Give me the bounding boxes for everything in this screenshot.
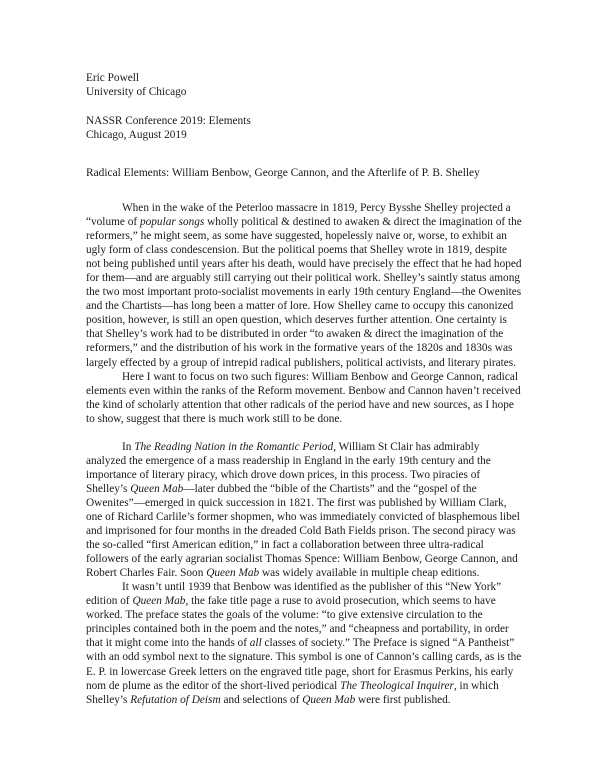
conference-block xyxy=(86,114,546,142)
italic-text: Queen Mab xyxy=(132,595,186,608)
italic-text: Queen Mab xyxy=(206,567,260,580)
italic-text: The Theological Inquirer xyxy=(340,679,454,692)
italic-text: popular songs xyxy=(139,216,205,229)
conference-name: NASSR Conference 2019: Elements xyxy=(86,115,251,127)
paper-body xyxy=(86,201,522,707)
author-affiliation: University of Chicago xyxy=(86,86,187,99)
paper-title: Radical Elements: William Benbow, George Cannon, and the Afterlife of P. B. Shelley xyxy=(86,167,480,179)
italic-text: Queen Mab xyxy=(302,693,356,706)
italic-text: The Reading Nation in the Romantic Period xyxy=(134,440,334,453)
author-name: Eric Powell xyxy=(86,72,140,84)
italic-text: all xyxy=(249,637,262,650)
paragraph-1: When in the wake of the Peterloo massacre in 1819, Percy Bysshe Shelley projected a “volume of popular songs wholly political & destined to awaken & direct the imagination of the reformers,” he might seem, as some have suggested, hopelessly naive or, worse, to exhibit an ugly form of class condescension. But the political poems that Shelley wrote in 1819, despite not being published until years after his death, would have precisely the effect that he had hoped for them—and are arguably still carrying out their political work. Shelley’s saintly status among the two most important proto-socialist movements in early 19th century England—the Owenites and the Chartists—has long been a matter of lore. How Shelley came to occupy this canonized position, however, is still an open question, which deserves further attention. One certainty is that Shelley’s work had to be distributed in order “to awaken & direct the imagination of the reformers,” and the distribution of his work in the formative years of the 1820s and 1830s was largely effected by a group of intrepid radical publishers, political activists, and literary pirates. xyxy=(86,202,522,369)
paragraph-2: Here I want to focus on two such figures: William Benbow and George Cannon, radical elements even within the ranks of the Reform movement. Benbow and Cannon haven’t received the kind of scholarly attention that other radicals of the period have and new sources, as I hope to show, suggest that there is much work still to be done. xyxy=(86,370,521,425)
conference-place-date: Chicago, August 2019 xyxy=(86,129,187,142)
italic-text: Queen Mab xyxy=(130,482,184,495)
author-block xyxy=(86,71,546,99)
paragraph-3: In The Reading Nation in the Romantic Period, William St Clair has admirably analyzed the emergence of a mass readership in England in the early 19th century and the importance of literary piracy, which drove down prices, in this process. Two piracies of Shelley’s Queen Mab—later dubbed the “bible of the Chartists” and the “gospel of the Owenites”—emerged in quick succession in 1821. The first was published by William Clark, one of Richard Carlile’s former shopmen, who was immediately convicted of blasphemous libel and imprisoned for four months in the dreaded Cold Bath Fields prison. The second piracy was the so-called “first American edition,” in fact a collaboration between three ultra-radical followers of the early agrarian socialist Thomas Spence: William Benbow, George Cannon, and Robert Charles Fair. Soon Queen Mab was widely available in multiple cheap editions. xyxy=(86,440,520,580)
italic-text: Refutation of Deism xyxy=(130,693,221,706)
paragraph-4: It wasn’t until 1939 that Benbow was identified as the publisher of this “New York” edition of Queen Mab, the fake title page a ruse to avoid prosecution, which seems to have worked. The preface states the goals of the volume: “to give extensive circulation to the principles contained both in the poem and the notes,” and “cheapness and portability, in order that it might come into the hands of all classes of society.” The Preface is signed “A Pantheist” with an odd symbol next to the signature. This symbol is one of Cannon’s calling cards, as is the E. P. in lowercase Greek letters on the engraved title page, short for Erasmus Perkins, his early nom de plume as the editor of the short-lived periodical The Theological Inquirer, in which Shelley’s Refutation of Deism and selections of Queen Mab were first published. xyxy=(86,581,522,706)
